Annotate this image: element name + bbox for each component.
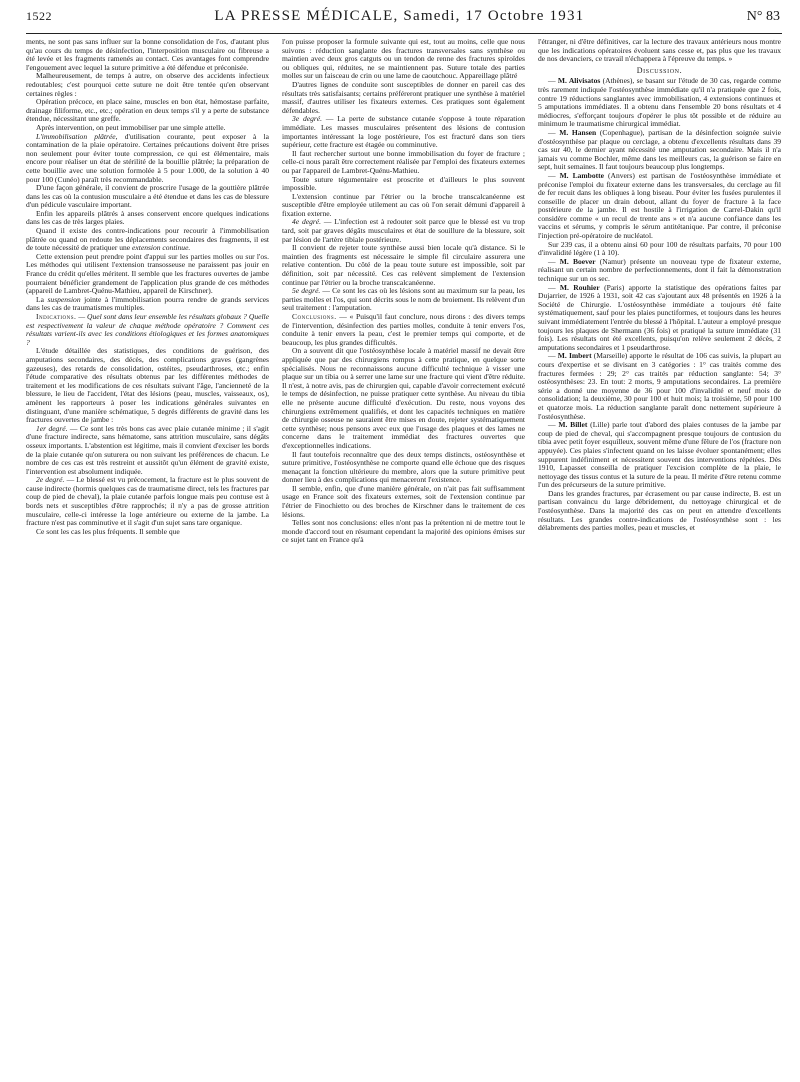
text: (Marseille) apporte le résultat de 106 cas suivis, la plupart au cours d'expertise et se divisant en 3 catégories : 1° cas traités comme des fractures fermées : 29; 2° cas traités par réduction sanglante: 54; 3° ostéosynthèses: 23. En tout: 2 morts, 9 amputations secondaires. La première série a donné une moyenne de 36 pour 100 d'invalidité et neuf mois de consolidation; la deuxième, 30 pour 100 et huit mois; la troisième, 50 pour 100 et quatorze mois. La réduction sanglante paraît donc nettement supérieure à l'ostéosynthèse. (538, 351, 781, 421)
paragraph: D'autres lignes de conduite sont susceptibles de donner en pareil cas des résultats très satisfaisants; certains préféreront pratiquer une synthèse à matériel massif, d'autres utiliser les fixateurs externes. Ces pratiques sont également défendables. (282, 79, 525, 115)
term: suspension (47, 294, 81, 304)
paragraph: — M. Hansen (Copenhague), partisan de la désinfection soignée suivie d'ostéosynthèse par plaque ou cerclage, a obtenu d'excellents résultats dans 39 cas sur 40, le dernier ayant nécessité une amputation secondaire. Mais il n'a jamais vu comme Bochler, même dans les meilleurs cas, la guérison se faire en sept, huit semaines. Il faut toujours beaucoup plus longtemps. (538, 127, 781, 172)
paragraph: — M. Lambotte (Anvers) est partisan de l'ostéosynthèse immédiate et préconise l'emploi du fixateur externe dans les transversales, du cerclage au fil de fer recuit dans les obliques à long biseau. Pour éviter les fusées purulentes il conseille de placer un drain debout, allant du foyer de fracture à la face postérieure de la jambe. Il est hostile à l'irrigation de Carrel-Dakin qu'il considère comme « un recul de trente ans » et n'a aucune confiance dans les vaccins et sérums, y compris le sérum antitétanique. Par contre, il préconise l'injection pré-opératoire de nucléatol. (538, 170, 781, 241)
degree-label: 5e degré. (292, 286, 321, 296)
paragraph: On a souvent dit que l'ostéosynthèse locale à matériel massif ne devait être appliquée que par des chirurgiens rompus à cette pratique, en quelque sorte spécialisés. Nous ne reconnaissons aucune difficulté technique à visser une plaque sur un tibia ou à serrer une lame sur une fracture qui vient d'être réduite. Il n'est, à notre avis, pas de chirurgien qui, capable d'avoir correctement exécuté le temps de désinfection, ne puisse pratiquer cette synthèse. Au niveau du tibia elle ne présente aucune difficulté d'exécution. Du reste, nous voyons des chirurgiens extrêmement qualifiés, et dont les capacités techniques en matière de chirurgie osseuse ne sauraient être mises en doute, rejeter systématiquement cette synthèse; nous pensons avec eux que l'usage des plaques et des lames ne concerne dans le traitement immédiat des fractures ouvertes que d'exceptionnelles indications. (282, 346, 525, 450)
section-heading: Discussion. (636, 65, 683, 75)
paragraph: Il semble, enfin, que d'une manière générale, on n'ait pas fait suffisamment usage en France soit des fixateurs externes, soit de l'extension continue par l'étrier de Finochietto ou des broches de Kirschner dans le traitement de ces lésions. (282, 483, 525, 519)
paragraph: Sur 239 cas, il a obtenu ainsi 60 pour 100 de résultats parfaits, 70 pour 100 d'invalidité légère (1 à 10). (538, 239, 781, 258)
section-label: Conclusions. (292, 312, 337, 321)
term: L'immobilisation plâtrée (36, 131, 116, 141)
page-number: 1522 (26, 9, 52, 23)
column-3 (538, 38, 781, 1072)
paragraph: ments, ne sont pas sans influer sur la bonne consolidation de l'os, d'autant plus qu'au cours du temps de désinfection, l'interposition musculaire ou fibreuse a été levée et les fragments ramenés au contact. Ces avantages font comprendre l'engouement avec lequel la suture primitive a été défendue et préconisée. (26, 38, 269, 72)
degree-label: 4e degré. (292, 217, 322, 227)
paragraph (26, 313, 269, 347)
paragraph (26, 425, 269, 477)
paragraph (282, 115, 525, 149)
paragraph (26, 133, 269, 185)
paragraph: l'étranger, ni d'être définitives, car la lecture des travaux antérieurs nous montre que les indications opératoires évoluent sans cesse et, pas plus que les travaux de nos devanciers, ce travail n'échappera à l'épreuve du temps. » (538, 38, 781, 64)
text: Quand il existe des contre-indications pour recourir à l'immobilisation plâtrée ou quand on redoute les déplacements secondaires des fragments, il est de toute nécessité de pratiquer une (26, 226, 269, 253)
paragraph: — M. Billet (Lille) parle tout d'abord des plaies contuses de la jambe par coup de pied de cheval, qui s'accompagnent presque toujours de contusion du tibia avec petit foyer esquilleux, souvent même d'une fêlure de l'os (fracture non appuyée). Ces plaies s'infectent quand on les laisse évoluer spontanément; elles suppurent indéfiniment et nécessitent souvent des interventions répétées. Dès 1910, Lapasset conseilla de pratiquer l'excision complète de la plaie, le nettoyage des tissus contus et la suture de la peau. Il mérite d'être retenu comme l'un des précurseurs de la suture primitive. (538, 420, 781, 490)
paragraph: l'on puisse proposer la formule suivante qui est, tout au moins, celle que nous suivons : réduction sanglante des fractures transversales sans synthèse ou maintien avec deux gros catguts ou un tendon de renne des fractures spiroïdes ou obliques qui, réduites, ne se maintiennent pas. Suture totale des parties molles sur un faisceau de crin ou une lame de caoutchouc. Appareillage plâtré (282, 38, 525, 81)
text: (Athènes), se basant sur l'étude de 30 cas, regarde comme très rarement indiquée l'ostéosynthèse immédiate qu'il n'a pratiquée que 2 fois, contre 19 réductions sanglantes avec immobilisation, 4 extensions continues et 5 amputations immédiates. Il a obtenu dans l'ensemble 20 bons résultats et 4 médiocres, s'efforçant toujours d'opérer le plus tôt possible et de réduire au minimum le traumatisme chirurgical immédiat. (538, 76, 781, 129)
paragraph: L'étude détaillée des statistiques, des conditions de guérison, des amputations secondaires, des décès, des complications graves (gangrènes gazeuses), des retards de consolidation, ostéites, pseudarthroses, etc.; enfin l'étude comparative des résultats obtenus par les différentes méthodes de traitement et les modifications de ces résultats suivant l'âge, l'ancienneté de la blessure, le lieu de l'accident, l'état des lésions (peau, muscles, vaisseaux, os), amènent les rapporteurs à poser les indications générales suivantes en distinguant, d'une manière schématique, 5 degrés différents de gravité dans les fractures ouvertes de jambe : (26, 346, 269, 425)
text: (Lille) parle tout d'abord des plaies contuses de la jambe par coup de pied de cheval, qui s'accompagnent presque toujours de contusion du tibia avec petit foyer esquilleux, souvent même d'une fêlure de l'os (fracture non appuyée). Ces plaies s'infectent quand on les laisse évoluer spontanément; elles suppurent indéfiniment et nécessitent souvent des interventions répétées. Dès 1910, Lapasset conseilla de pratiquer l'excision complète de la plaie, le nettoyage des tissus contus et la suture de la peau. Il mérite d'être retenu comme l'un des précurseurs de la suture primitive. (538, 420, 781, 490)
paragraph: Après intervention, on peut immobiliser par une simple attelle. (36, 122, 226, 132)
speaker-name: M. Billet (558, 420, 588, 430)
question-text: — Quel sont dans leur ensemble les résultats globaux ? Quelle est respectivement la valeur de chaque méthode opératoire ? Comment ces résultats varient-ils avec les conditions étiologiques et les formes anatomiques ? (26, 312, 269, 347)
speaker-name: M. Boever (559, 256, 596, 266)
text: (Copenhague), partisan de la désinfection soignée suivie d'ostéosynthèse par plaque ou cerclage, a obtenu d'excellents résultats dans 39 cas sur 40, le dernier ayant nécessité une amputation secondaire. Mais il n'a jamais vu comme Bochler, même dans les meilleurs cas, la guérison se faire en sept, huit semaines. Il faut toujours beaucoup plus longtemps. (538, 127, 781, 172)
paragraph: Toute suture tégumentaire est proscrite et d'ailleurs le plus souvent impossible. (282, 174, 525, 193)
page-header (26, 8, 780, 30)
speaker-name: M. Imbert (557, 351, 592, 361)
paragraph: — M. Rouhier (Paris) apporte la statistique des opérations faites par Dujarrier, de 1926 à 1931, soit 42 cas s'ajoutant aux 48 présentés en 1926 à la Société de Chirurgie. L'ostéosynthèse immédiate a toujours été faite systématiquement, sauf pour les plaies punctiformes, et toujours dans les heures suivant immédiatement l'entrée du blessé à l'hôpital. L'auteur a employé presque toujours les plaques de Shermann (36 fois) et pratiqué la suture immédiate (31 fois). Les résultats ont été excellents, puisqu'on relève seulement 2 décès, 2 amputations secondaires et 1 pseudarthrose. (538, 282, 781, 352)
paragraph (282, 218, 525, 244)
term: extension continue. (132, 243, 191, 253)
text: — L'infection est à redouter soit parce que le blessé est vu trop tard, soit par graves dégâts musculaires et état de souillure de la blessure, soit par lésion de l'artère tibiale postérieure. (282, 217, 525, 244)
degree-label: 3e degré. (292, 114, 323, 124)
column-1 (26, 38, 269, 1072)
text: , d'utilisation courante, peut exposer à la contamination de la plaie opératoire. Certaines précautions doivent être prises non seulement pour éviter toute compression, ce qui est élémentaire, mais encore pour réaliser un état de stérilité de la bouillie plâtrée; la préparation de cette bouillie avec une solution formolée à 5 pour 1.000, de la solution à 40 pour 100 (Cunéo) paraît très recommandable. (26, 131, 269, 184)
text: — Ce sont les très bons cas avec plaie cutanée minime ; il s'agit d'une fracture indirecte, sans hématome, sans attrition musculaire, sans dégâts osseux importants. L'abstention est légitime, mais il convient d'exciser les bords de la plaie cutanée qu'on suturera ou non suivant les préférences de chacun. Le nombre de ces cas est très restreint et aussitôt qu'un élément de gravité existe, l'intervention est absolument indiquée. (26, 423, 269, 476)
paragraph: Enfin les appareils plâtrés à anses conservent encore quelques indications dans les cas de très larges plaies. (26, 208, 269, 227)
journal-title: LA PRESSE MÉDICALE, Samedi, 17 Octobre 1931 (214, 8, 585, 24)
text: — « Puisqu'il faut conclure, nous dirons : des divers temps de l'intervention, désinfection des parties molles, conduite à tenir envers l'os, conduite à tenir envers la peau, c'est le premier temps qui comporte, et de beaucoup, les plus grandes difficultés. (282, 312, 525, 347)
paragraph: — M. Imbert (Marseille) apporte le résultat de 106 cas suivis, la plupart au cours d'expertise et se divisant en 3 catégories : 1° cas traités comme des fractures fermées : 29; 2° cas traités par réduction sanglante: 54; 3° ostéosynthèses: 23. En tout: 2 morts, 9 amputations secondaires. La première série a donné une moyenne de 36 pour 100 d'invalidité et neuf mois de consolidation; la deuxième, 30 pour 100 et huit mois; la troisième, 50 pour 100 et quatorze mois. La réduction sanglante paraît donc nettement supérieure à l'ostéosynthèse. (538, 351, 781, 421)
header-rule (26, 33, 782, 34)
speaker-name: M. Lambotte (559, 170, 605, 180)
paragraph: D'une façon générale, il convient de proscrire l'usage de la gouttière plâtrée dans les cas où la contusion musculaire a été étendue et dans les cas de blessure d'un pédicule vasculaire important. (26, 183, 269, 210)
speaker-name: M. Rouhier (559, 282, 600, 292)
column-2 (282, 38, 525, 1072)
paragraph: Ce sont les cas les plus fréquents. Il semble que (36, 526, 180, 536)
paragraph (26, 476, 269, 528)
paragraph: L'extension continue par l'étrier ou la broche transcalcanéenne est susceptible d'être employée utilement au cas où l'on serait démuni d'appareil à fixation externe. (282, 191, 525, 218)
text: (Paris) apporte la statistique des opérations faites par Dujarrier, de 1926 à 1931, soit 42 cas s'ajoutant aux 48 présentés en 1926 à la Société de Chirurgie. L'ostéosynthèse immédiate a toujours été faite systématiquement, sauf pour les plaies punctiformes, et toujours dans les heures suivant immédiatement l'entrée du blessé à l'hôpital. L'auteur a employé presque toujours les plaques de Shermann (36 fois) et pratiqué la suture immédiate (31 fois). Les résultats ont été excellents, puisqu'on relève seulement 2 décès, 2 amputations secondaires et 1 pseudarthrose. (538, 282, 781, 352)
issue-number: N° 83 (746, 9, 780, 24)
paragraph: Opération précoce, en place saine, muscles en bon état, hémostase parfaite, drainage filiforme, etc., etc.; opération en deux temps s'il y a perte de substance étendue, nécessitant une greffe. (26, 97, 269, 124)
text: (Namur) présente un nouveau type de fixateur externe, réalisant un certain nombre de perfectionnements, dont il fait la démonstration technique sur un os sec. (538, 256, 781, 284)
text: — La perte de substance cutanée s'oppose à toute réparation immédiate. Les masses musculaires présentent des lésions de contusion importantes intéressant la loge postérieure, l'os est fracturé dans son tiers supérieur, cette fracture est étagée ou comminutive. (282, 114, 525, 150)
degree-label: 2e degré. (36, 475, 65, 485)
paragraph: Malheureusement, de temps à autre, on observe des accidents infectieux redoutables; c'est pourquoi cette suture ne doit être tentée qu'en observant certaines règles : (26, 71, 269, 98)
paragraph (282, 287, 525, 313)
paragraph: Telles sont nos conclusions: elles n'ont pas la prétention ni de mettre tout le monde d'accord tout en résumant cependant la majorité des opinions émises sur ce sujet tant en France qu'à (282, 518, 525, 545)
text: — Ce sont les cas où les lésions sont au maximum sur la peau, les parties molles et l'os, qui sont décrits sous le nom de broiement. Ils relèvent d'un seul traitement : l'amputation. (282, 286, 525, 313)
paragraph: — M. Boever (Namur) présente un nouveau type de fixateur externe, réalisant un certain nombre de perfectionnements, dont il fait la démonstration technique sur un os sec. (538, 256, 781, 284)
paragraph: Il convient de rejeter toute synthèse aussi bien locale qu'à distance. Si le maintien des fragments est nécessaire le simple fil circulaire assurera une relative contention. Du côté de la peau toute suture est impossible, soit par définition, soit par nécessité. Ces cas relèvent simplement de l'extension continue par l'étrier ou la broche transcalcanéenne. (282, 243, 525, 287)
paragraph (26, 296, 269, 313)
paragraph: — M. Alivisatos (Athènes), se basant sur l'étude de 30 cas, regarde comme très rarement indiquée l'ostéosynthèse immédiate qu'il n'a pratiquée que 2 fois, contre 19 réductions sanglantes avec immobilisation, 4 extensions continues et 5 amputations immédiates. Il a obtenu dans l'ensemble 20 bons résultats et 4 médiocres, s'efforçant toujours d'opérer le plus tôt possible et de réduire au minimum le traumatisme chirurgical immédiat. (538, 76, 781, 129)
paragraph: Il faut rechercher surtout une bonne immobilisation du foyer de fracture ; celle-ci nous paraît être correctement réalisée par l'emploi des fixateurs externes ou par l'appareil de Lambret-Quénu-Mathieu. (282, 148, 525, 175)
section-label: Indications. (36, 312, 77, 321)
paragraph: Dans les grandes fractures, par écrasement ou par cause indirecte, B. est un partisan convaincu du large débridement, du nettoyage chirurgical et de l'ostéosynthèse. Dans la majorité des cas on peut en attendre d'excellents résultats. Les grandes contre-indications de l'ostéosynthèse sont : les délabrements des parties molles, peau et muscles, et (538, 488, 781, 533)
speaker-name: M. Hansen (559, 127, 597, 137)
paragraph: Cette extension peut prendre point d'appui sur les parties molles ou sur l'os. Les méthodes qui utilisent l'extension transosseuse ne paraissent pas jouir en France du crédit qu'elles méritent. Il semble que les fractures ouvertes de jambe pourraient bénéficier grandement de l'application plus grande de ces méthodes (appareil de Lambret-Quénu-Mathieu, appareil de Kirschner). (26, 251, 269, 296)
paragraph: Il faut toutefois reconnaître que des deux temps distincts, ostéosynthèse et suture primitive, l'ostéosynthèse ne comporte quand elle échoue que des risques menaçant la fonction ultérieure du membre, alors que la suture primitive peut donner lieu à des complications qui menaceront l'existence. (282, 449, 525, 485)
text: — Le blessé est vu précocement, la fracture est le plus souvent de cause indirecte (hormis quelques cas de traumatisme direct, tels les fractures par coup de pied de cheval), la plaie cutanée parfois longue mais peu contuse est à bords nets et susceptibles d'être rapprochés; il n'y a pas de grosse attrition musculaire, celle-ci intéresse la loge antérieure ou externe de la jambe. La fracture n'est pas comminutive et il s'agit d'un sujet sans tare organique. (26, 475, 269, 528)
speaker-name: M. Alivisatos (557, 76, 601, 86)
paragraph (26, 227, 269, 253)
text: La (36, 294, 48, 304)
text: (Anvers) est partisan de l'ostéosynthèse immédiate et préconise l'emploi du fixateur externe dans les transversales, du cerclage au fil de fer recuit dans les obliques à long biseau. Pour éviter les fusées purulentes il conseille de placer un drain debout, allant du foyer de fracture à la face postérieure de la jambe. Il est hostile à l'irrigation de Carrel-Dakin qu'il considère comme « un recul de trente ans » et n'a aucune confiance dans les vaccins et sérums, y compris le sérum antitétanique. Par contre, il préconise l'injection pré-opératoire de nucléatol. (538, 170, 781, 241)
article-body (26, 38, 782, 1072)
text: jointe à l'immobilisation pourra rendre de grands services dans les cas de traumatismes multiples. (26, 294, 269, 313)
degree-label: 1er degré. (36, 423, 68, 433)
paragraph (282, 313, 525, 347)
